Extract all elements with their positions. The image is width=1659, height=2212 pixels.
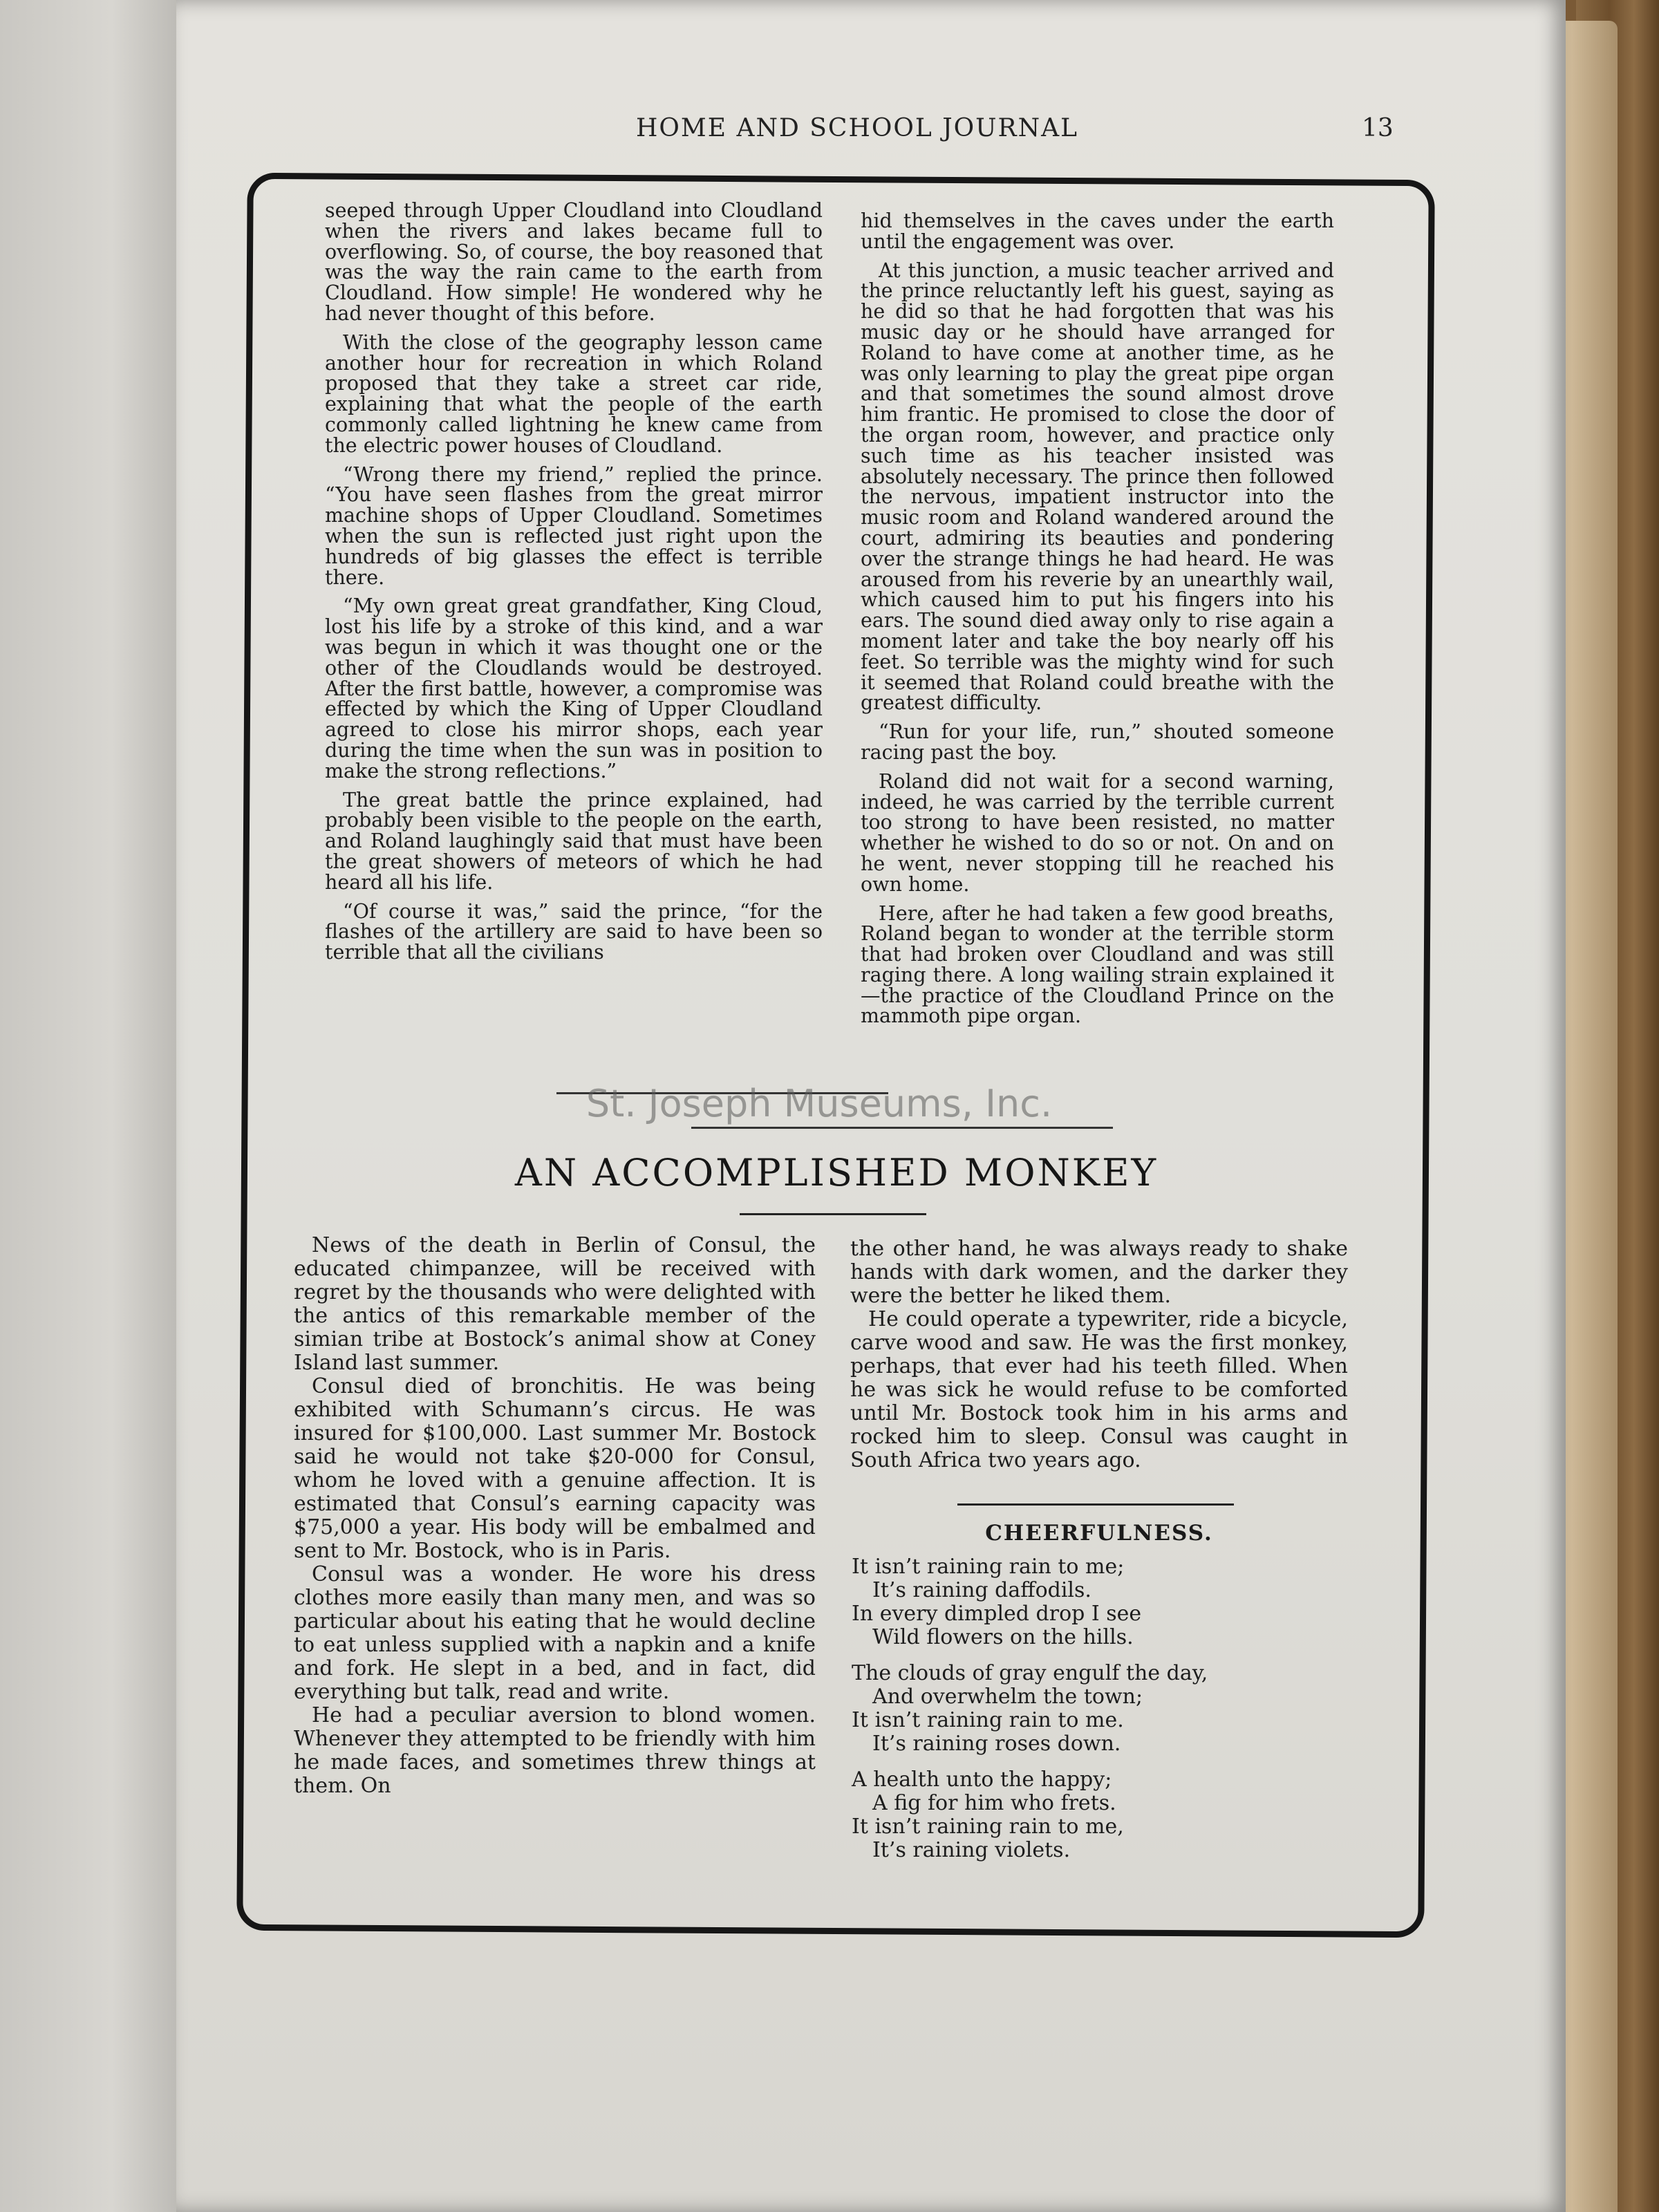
divider-rule [691, 1127, 1113, 1129]
article-right-column [850, 1237, 1348, 1472]
paragraph: the other hand, he was always ready to shake hands with dark women, and the darker they were the better he liked them. [850, 1237, 1348, 1308]
paragraph: “Of course it was,” said the prince, “for the flashes of the artillery are said to have been so terrible that all the civilians [325, 899, 823, 964]
page-number: 13 [1362, 114, 1394, 142]
poem-line: It’s raining daffodils. [872, 1578, 1091, 1602]
poem-line: It’s raining violets. [872, 1838, 1071, 1862]
poem-title: CHEERFULNESS. [985, 1521, 1213, 1546]
paragraph: Roland did not wait for a second warning, indeed, he was carried by the terrible current too strong to have been resisted, no matter whether he wished to do so or not. On and on he went, never stopping till he reached his own home. [861, 769, 1334, 896]
article-headline: AN ACCOMPLISHED MONKEY [514, 1151, 1159, 1194]
poem-line: And overwhelm the town; [872, 1685, 1143, 1709]
paragraph: “My own great great grandfather, King Cloud, lost his life by a stroke of this kind, and a war was begun in which it was thought one or the other of the Cloudlands would be destroyed. After the first battle, however, a compromise was effected by which the King of Upper Cloudland agreed to close his mirror shops, each year during the time when the sun was in position to make the strong reflections.” [325, 594, 823, 782]
poem-line: It’s raining roses down. [872, 1732, 1121, 1756]
paragraph: seeped through Upper Cloudland into Cloudland when the rivers and lakes became full to overflowing. So, of course, the boy reasoned that was the way the rain came to the earth from Cloudland. How simple! He wondered why he had never thought of this before. [325, 199, 823, 325]
paragraph: At this junction, a music teacher arrived and the prince reluctantly left his guest, saying as he did so that he had forgotten that was his music day or he should have arranged for Roland to have come at another time, as he was only learning to play the great pipe organ and that sometimes the sound almost drove him frantic. He promised to close the door of the organ room, however, and practice only such time as his teacher insisted was absolutely necessary. The prince then followed the nervous, impatient instructor into the music room and Roland wandered around the court, admiring its beauties and pondering over the strange things he had heard. He was aroused from his reverie by an unearthly wail, which caused him to put his fingers into his ears. The sound died away only to rise again a moment later and take the boy nearly off his feet. So terrible was the mighty wind for such it seemed that Roland could breathe with the greatest difficulty. [861, 259, 1334, 715]
poem-line: It isn’t raining rain to me. [852, 1708, 1124, 1732]
paragraph: “Wrong there my friend,” replied the prince. “You have seen flashes from the great mirror machine shops of Upper Cloudland. Sometimes when the sun is reflected just right upon the hundreds of big glasses the effect is terrible there. [325, 462, 823, 589]
poem-stanza [852, 1555, 1349, 1649]
paragraph: He had a peculiar aversion to blond women. Whenever they attempted to be friendly with him he made faces, and sometimes threw things at them. On [294, 1703, 816, 1798]
facing-page [0, 0, 187, 2212]
headline-rule [740, 1213, 926, 1215]
poem-divider [957, 1503, 1234, 1506]
paragraph: With the close of the geography lesson came another hour for recreation in which Roland proposed that they take a street car ride, explaining that what the people of the earth commonly called lightning he knew came from the electric power houses of Cloudland. [325, 330, 823, 457]
journal-title: HOME AND SCHOOL JOURNAL [635, 114, 1079, 142]
poem-line: It isn’t raining rain to me; [852, 1555, 1125, 1579]
poem-line: The clouds of gray engulf the day, [852, 1661, 1208, 1685]
poem-line: It isn’t raining rain to me, [852, 1815, 1124, 1839]
story-left-column [325, 200, 823, 971]
poem-line: A health unto the happy; [852, 1768, 1112, 1792]
paragraph: Consul was a wonder. He wore his dress clothes more easily than many men, and was so particular about his eating that he would decline to eat unless supplied with a napkin and a knife and fork. He slept in a bed, and in fact, did everything but talk, read and write. [294, 1562, 816, 1704]
paragraph: The great battle the prince explained, had probably been visible to the people on the earth, and Roland laughingly said that must have been the great showers of meteors of which he had heard all his life. [325, 788, 823, 894]
paragraph: He could operate a typewriter, ride a bicycle, carve wood and saw. He was the first monkey, perhaps, that ever had his teeth filled. When he was sick he would refuse to be comforted until Mr. Bostock took him in his arms and rocked him to sleep. Consul was caught in South Africa two years ago. [850, 1307, 1348, 1472]
story-right-column [861, 211, 1334, 1035]
poem-stanza [852, 1662, 1349, 1756]
paragraph: Consul died of bronchitis. He was being exhibited with Schumann’s circus. He was insured for $100,000. Last summer Mr. Bostock said he would not take $20-000 for Consul, whom he loved with a genuine affection. It is estimated that Consul’s earning capacity was $75,000 a year. His body will be embalmed and sent to Mr. Bostock, who is in Paris. [294, 1374, 816, 1563]
paragraph: “Run for your life, run,” shouted someone racing past the boy. [861, 720, 1334, 764]
poem-line: A fig for him who frets. [872, 1791, 1116, 1815]
poem-line: In every dimpled drop I see [852, 1602, 1142, 1626]
article-left-column [294, 1234, 816, 1798]
poem-stanza [852, 1768, 1349, 1862]
poem-line: Wild flowers on the hills. [872, 1625, 1134, 1649]
paragraph: News of the death in Berlin of Consul, the educated chimpanzee, will be received with regret by the thousands who were delighted with the antics of this remarkable member of the simian tribe at Bostock’s animal show at Coney Island last summer. [294, 1233, 816, 1375]
paragraph: Here, after he had taken a few good breaths, Roland began to wonder at the terrible storm that had broken over Cloudland and was still raging there. A long wailing strain explained it—the practice of the Cloudland Prince on the mammoth pipe organ. [861, 901, 1334, 1028]
museum-watermark: St. Joseph Museums, Inc. [585, 1082, 1053, 1125]
paragraph: hid themselves in the caves under the earth until the engagement was over. [861, 209, 1334, 253]
poem [852, 1555, 1349, 1875]
